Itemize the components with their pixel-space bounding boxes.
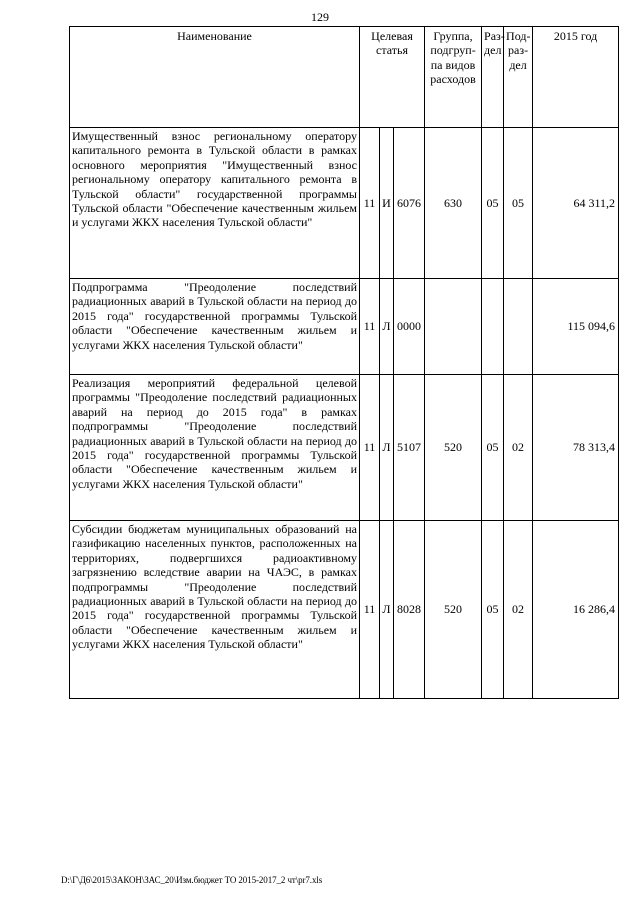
row-subsection: 02 <box>504 521 533 699</box>
table-row <box>70 128 619 279</box>
row-group: 630 <box>425 128 482 279</box>
row-amount: 115 094,6 <box>533 279 619 375</box>
table-row <box>70 279 619 375</box>
header-group: Группа, подгруп-па видов расходов <box>425 27 482 128</box>
row-group: 520 <box>425 375 482 521</box>
row-amount: 16 286,4 <box>533 521 619 699</box>
row-section: 05 <box>482 128 504 279</box>
table-row <box>70 521 619 699</box>
row-section <box>482 279 504 375</box>
table-row <box>70 375 619 521</box>
header-target-article: Целевая статья <box>360 27 425 128</box>
row-article-code-1: 11 <box>360 521 380 699</box>
row-group <box>425 279 482 375</box>
header-year: 2015 год <box>533 27 619 128</box>
row-article-code-3: 6076 <box>394 128 425 279</box>
header-section: Раз-дел <box>482 27 504 128</box>
row-article-code-1: 11 <box>360 375 380 521</box>
row-name: Подпрограмма "Преодоление последствий радиационных аварий в Тульской области на период до 2015 года" государственной программы Тульской области "Обеспечение качественным жильем и услугами ЖКХ населения Тульской области" <box>70 279 360 375</box>
row-article-code-2: И <box>380 128 394 279</box>
budget-table <box>69 26 619 699</box>
row-article-code-2: Л <box>380 521 394 699</box>
row-subsection: 02 <box>504 375 533 521</box>
row-subsection: 05 <box>504 128 533 279</box>
row-article-code-3: 8028 <box>394 521 425 699</box>
row-section: 05 <box>482 375 504 521</box>
row-group: 520 <box>425 521 482 699</box>
footer-file-path: D:\Г\Д6\2015\ЗАКОН\ЗАС_20\Изм.бюджет ТО 2015-2017_2 чт\pr7.xls <box>61 875 323 885</box>
row-article-code-1: 11 <box>360 279 380 375</box>
row-article-code-3: 5107 <box>394 375 425 521</box>
page-number: 129 <box>311 10 329 24</box>
row-section: 05 <box>482 521 504 699</box>
row-name: Субсидии бюджетам муниципальных образований на газификацию населенных пунктов, расположенных на территориях, подвергшихся радиоактивному загрязнению вследствие аварии на ЧАЭС, в рамках подпрограммы "Преодоление последствий радиационных аварий в Тульской области на период до 2015 года" государственной программы Тульской области "Обеспечение качественным жильем и услугами ЖКХ населения Тульской области" <box>70 521 360 699</box>
header-name: Наименование <box>70 27 360 128</box>
header-subsection: Под-раз-дел <box>504 27 533 128</box>
row-amount: 78 313,4 <box>533 375 619 521</box>
row-amount: 64 311,2 <box>533 128 619 279</box>
row-article-code-2: Л <box>380 279 394 375</box>
row-article-code-1: 11 <box>360 128 380 279</box>
row-article-code-2: Л <box>380 375 394 521</box>
table-header-row <box>70 27 619 128</box>
row-name: Реализация мероприятий федеральной целевой программы "Преодоление последствий радиационных аварий на период до 2015 года" в рамках подпрограммы "Преодоление последствий радиационных аварий в Тульской области на период до 2015 года" государственной программы Тульской области "Обеспечение качественным жильем и услугами ЖКХ населения Тульской области" <box>70 375 360 521</box>
row-name: Имущественный взнос региональному оператору капитального ремонта в Тульской области в рамках основного мероприятия "Имущественный взнос региональному оператору капитального ремонта в Тульской области" государственной программы Тульской области "Обеспечение качественным жильем и услугами ЖКХ населения Тульской области" <box>70 128 360 279</box>
row-subsection <box>504 279 533 375</box>
row-article-code-3: 0000 <box>394 279 425 375</box>
